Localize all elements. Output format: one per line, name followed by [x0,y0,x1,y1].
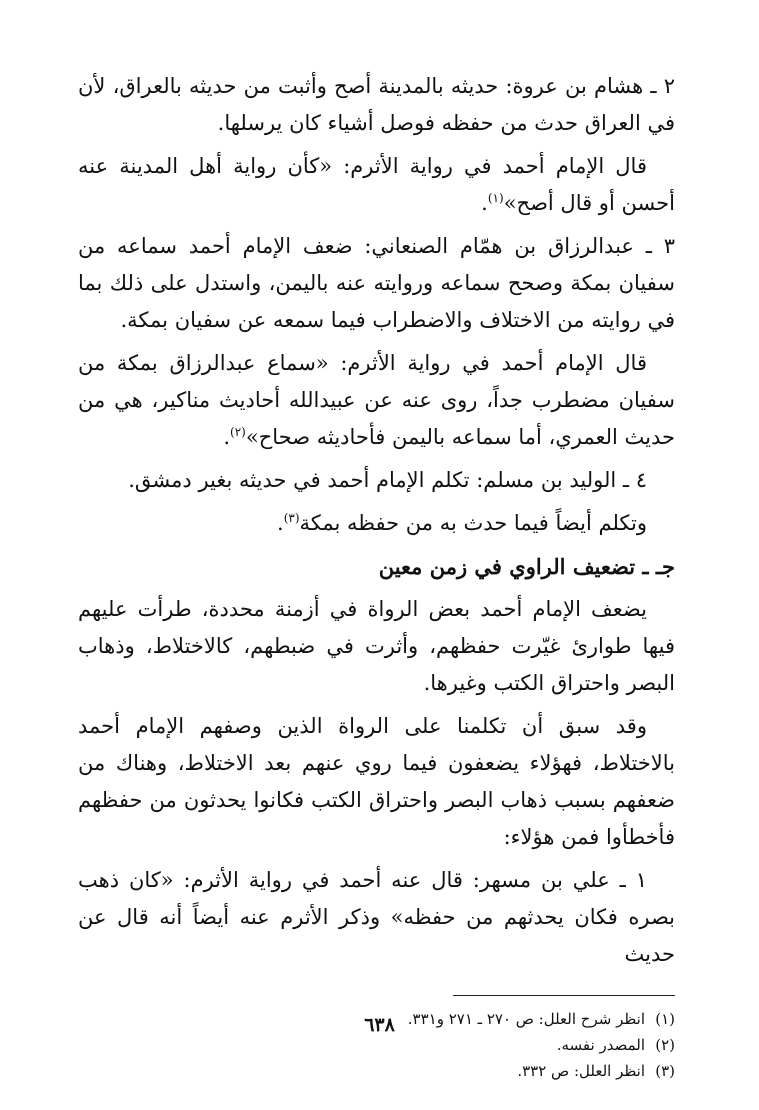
paragraph-walid: ٤ ـ الوليد بن مسلم: تكلم الإمام أحمد في حديثه بغير دمشق. [128,468,647,492]
footnote-text: انظر شرح العلل: ص ٢٧٠ ـ ٢٧١ و٣٣١. [407,1010,645,1028]
paragraph-ali-bin-mushir: ١ ـ علي بن مسهر: قال عنه أحمد في رواية الأثرم: «كان ذهب بصره فكان يحدثهم من حفظه» وذكر الأثرم عنه أيضاً أنه قال عن حديث [78,868,675,966]
footnote-text: المصدر نفسه. [556,1036,645,1054]
paragraph-walid-2: وتكلم أيضاً فيما حدث به من حفظه بمكة$^{(٣)}$. [277,511,647,535]
footnote-ref-2[interactable]: (٢) [230,425,246,439]
footnote-number: (٢) [655,1036,675,1054]
footnote-divider [453,995,675,996]
footnote-text: انظر العلل: ص ٣٣٢. [517,1062,645,1080]
paragraph-intro: يضعف الإمام أحمد بعض الرواة في أزمنة محددة، طرأت عليهم فيها طوارئ غيّرت حفظهم، وأثرت في ضبطهم، كالاختلاط، وذهاب البصر واحتراق الكتب وغيرها. [78,597,675,695]
section-heading: جـ ـ تضعيف الراوي في زمن معين [378,554,675,579]
page-number: ٦٣٨ [364,1014,395,1036]
paragraph-ikhtilat: وقد سبق أن تكلمنا على الرواة الذين وصفهم الإمام أحمد بالاختلاط، فهؤلاء يضعفون فيما روي عنهم بعد الاختلاط، وهناك من ضعفهم بسبب ذهاب البصر واحتراق الكتب فكانوا يحدثون من حفظهم فأخطأوا فمن هؤلاء: [78,714,675,849]
footnote-number: (٣) [655,1062,675,1080]
footnote-ref-1[interactable]: (١) [487,191,504,205]
paragraph-hisham: ٢ ـ هشام بن عروة: حديثه بالمدينة أصح وأثبت من حديثه بالعراق، لأن في العراق حدث من حفظه فوصل أشياء كان يرسلها. [78,74,675,135]
paragraph-athram-quote-2: قال الإمام أحمد في رواية الأثرم: «سماع عبدالرزاق بمكة من سفيان مضطرب جداً، روى عنه عن عبيدالله أحاديث مناكير، هي من حديث العمري، أما سماعه باليمن فأحاديثه صحاح»$^{(٢)}$. [78,351,675,449]
footnote-ref-3[interactable]: (٣) [283,511,300,525]
footnote-number: (١) [655,1010,675,1028]
footnote-3 [78,1058,675,1084]
paragraph-abdulrazzaq: ٣ ـ عبدالرزاق بن همّام الصنعاني: ضعف الإمام أحمد سماعه من سفيان بمكة وصحح سماعه وروايته عنه باليمن، واستدل على ذلك بما في روايته من الاختلاف والاضطراب فيما سمعه عن سفيان بمكة. [78,234,675,332]
paragraph-athram-quote-1: قال الإمام أحمد في رواية الأثرم: «كأن رواية أهل المدينة عنه أحسن أو قال أصح»$^{(١)}$. [78,154,675,215]
